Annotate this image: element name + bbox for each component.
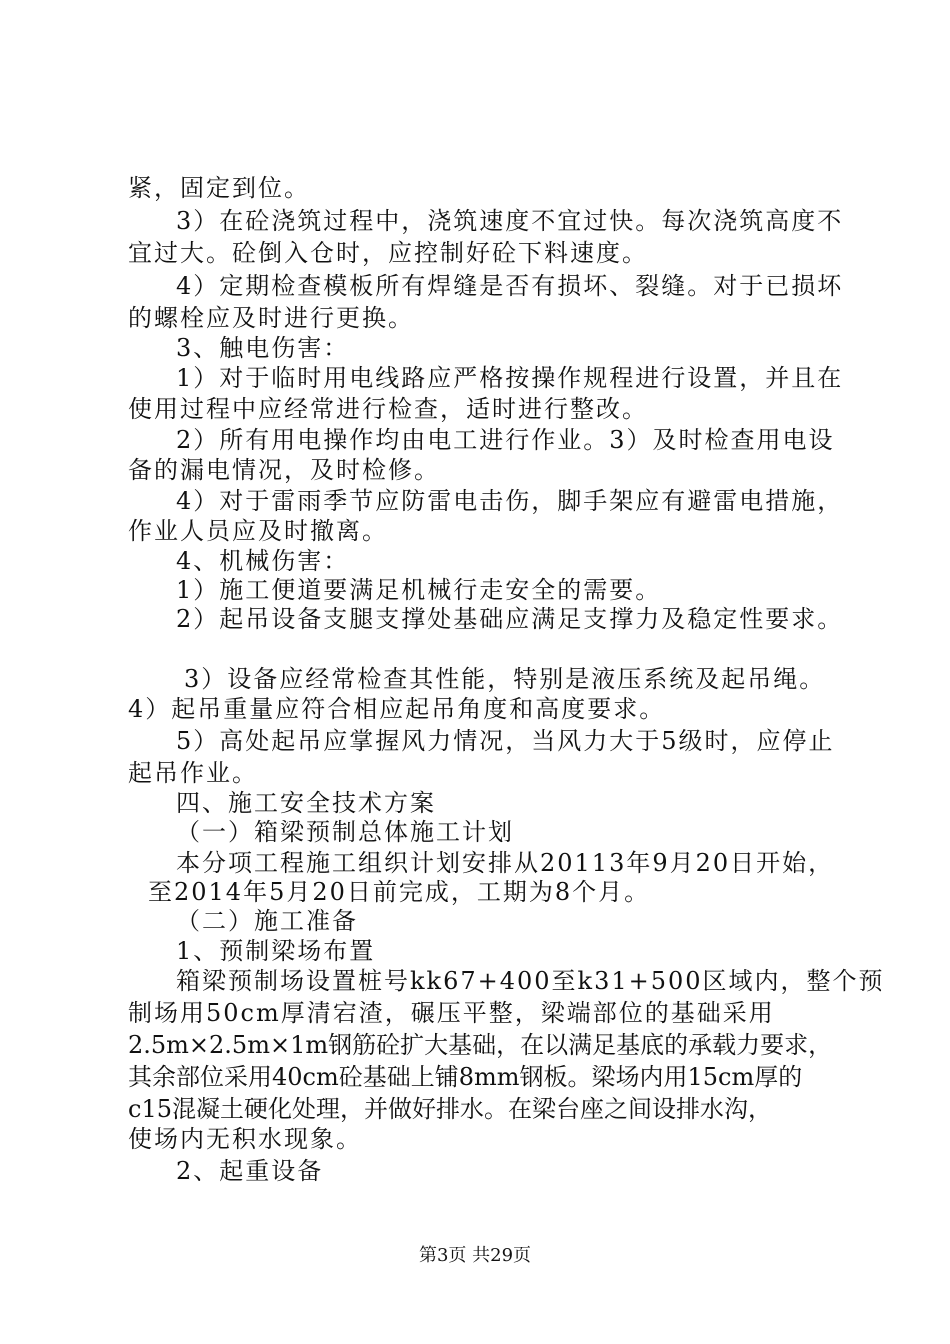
- text-line: 备的漏电情况，及时检修。: [128, 456, 440, 484]
- subsection-heading: （一）箱梁预制总体施工计划: [176, 818, 514, 846]
- text-line: c15混凝土硬化处理，并做好排水。在梁台座之间设排水沟，: [128, 1095, 772, 1123]
- text-line: 使用过程中应经常进行检查，适时进行整改。: [128, 395, 648, 423]
- text-line: 1）对于临时用电线路应严格按操作规程进行设置，并且在: [176, 364, 844, 392]
- subsection-heading: （二）施工准备: [176, 907, 358, 935]
- text-line: 起吊作业。: [128, 759, 258, 787]
- text-line: 2.5m×2.5m×1m钢筋砼扩大基础，在以满足基底的承载力要求，: [128, 1031, 833, 1059]
- text-line: 制场用50cm厚清宕渣，碾压平整，梁端部位的基础采用: [128, 999, 775, 1027]
- section-heading: 1、预制梁场布置: [176, 937, 376, 965]
- text-line: 2）起吊设备支腿支撑处基础应满足支撑力及稳定性要求。: [176, 605, 844, 633]
- text-line: 4）定期检查模板所有焊缝是否有损坏、裂缝。对于已损坏: [176, 272, 844, 300]
- text-line: 4）对于雷雨季节应防雷电击伤，脚手架应有避雷电措施，: [176, 487, 844, 515]
- text-line: 箱梁预制场设置桩号kk67+400至k31+500区域内，整个预: [176, 967, 885, 995]
- text-line: 至2014年5月20日前完成，工期为8个月。: [148, 878, 651, 906]
- text-line: 宜过大。砼倒入仓时，应控制好砼下料速度。: [128, 239, 648, 267]
- text-line: 2）所有用电操作均由电工进行作业。3）及时检查用电设: [176, 426, 835, 454]
- text-line: 3）在砼浇筑过程中，浇筑速度不宜过快。每次浇筑高度不: [176, 207, 844, 235]
- text-line: 使场内无积水现象。: [128, 1125, 362, 1153]
- text-line: 1）施工便道要满足机械行走安全的需要。: [176, 576, 662, 604]
- text-line: 3）设备应经常检查其性能，特别是液压系统及起吊绳。: [184, 665, 826, 693]
- text-line: 的螺栓应及时进行更换。: [128, 304, 414, 332]
- text-line: 本分项工程施工组织计划安排从20113年9月20日开始，: [176, 849, 835, 877]
- section-heading: 4、机械伤害：: [176, 547, 350, 575]
- text-line: 4）起吊重量应符合相应起吊角度和高度要求。: [128, 695, 666, 723]
- section-heading: 四、施工安全技术方案: [176, 789, 436, 817]
- section-heading: 3、触电伤害：: [176, 334, 350, 362]
- text-line: 其余部位采用40cm砼基础上铺8mm钢板。梁场内用15cm厚的: [128, 1063, 803, 1091]
- page-footer: 第3页 共29页: [418, 1245, 532, 1266]
- section-heading: 2、起重设备: [176, 1157, 324, 1185]
- text-line: 作业人员应及时撤离。: [128, 517, 388, 545]
- text-line: 5）高处起吊应掌握风力情况，当风力大于5级时，应停止: [176, 727, 835, 755]
- text-line: 紧，固定到位。: [128, 174, 310, 202]
